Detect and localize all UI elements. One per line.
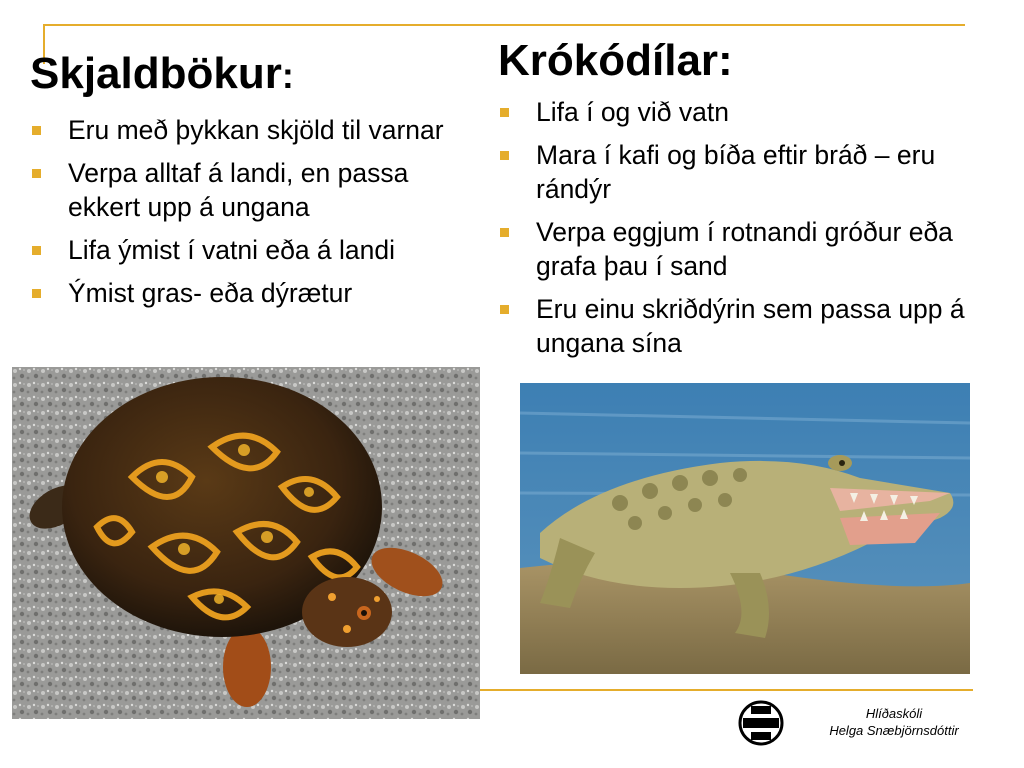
bottom-accent-line [480, 689, 973, 691]
list-item [498, 95, 988, 129]
square-bullet-icon [32, 246, 41, 255]
crocodile-photo [520, 383, 970, 674]
list-item [30, 156, 470, 224]
list-item [498, 138, 988, 206]
list-item [30, 276, 470, 310]
top-accent-line [43, 24, 965, 26]
bullet-text: Eru einu skriðdýrin sem passa upp á ungana sína [536, 294, 965, 358]
list-item [498, 292, 988, 360]
bullet-text: Verpa eggjum í rotnandi gróður eða grafa þau í sand [536, 217, 953, 281]
square-bullet-icon [32, 289, 41, 298]
crocodiles-title: Krókódílar: [498, 36, 733, 85]
square-bullet-icon [500, 151, 509, 160]
square-bullet-icon [32, 126, 41, 135]
bullet-text: Lifa í og við vatn [536, 97, 729, 127]
square-bullet-icon [500, 108, 509, 117]
bullet-text: Verpa alltaf á landi, en passa ekkert upp á ungana [68, 158, 409, 222]
list-item [30, 233, 470, 267]
turtles-title-text: Skjaldbökur [30, 49, 282, 98]
crocodiles-bullet-list [498, 95, 988, 369]
footer-author: Helga Snæbjörnsdóttir [829, 723, 959, 738]
list-item [498, 215, 988, 283]
bullet-text: Ýmist gras- eða dýrætur [68, 278, 353, 308]
turtle-photo [12, 367, 480, 719]
square-bullet-icon [500, 305, 509, 314]
turtles-bullet-list [30, 113, 470, 319]
list-item [30, 113, 470, 147]
footer-school: Hlíðaskóli [865, 706, 923, 721]
turtles-title-colon: : [281, 55, 294, 96]
bullet-text: Mara í kafi og bíða eftir bráð – eru rándýr [536, 140, 936, 204]
school-logo-icon [738, 700, 784, 746]
bullet-text: Lifa ýmist í vatni eða á landi [68, 235, 396, 265]
square-bullet-icon [500, 228, 509, 237]
turtles-title [30, 48, 294, 102]
bullet-text: Eru með þykkan skjöld til varnar [68, 115, 444, 145]
footer [806, 705, 982, 739]
square-bullet-icon [32, 169, 41, 178]
